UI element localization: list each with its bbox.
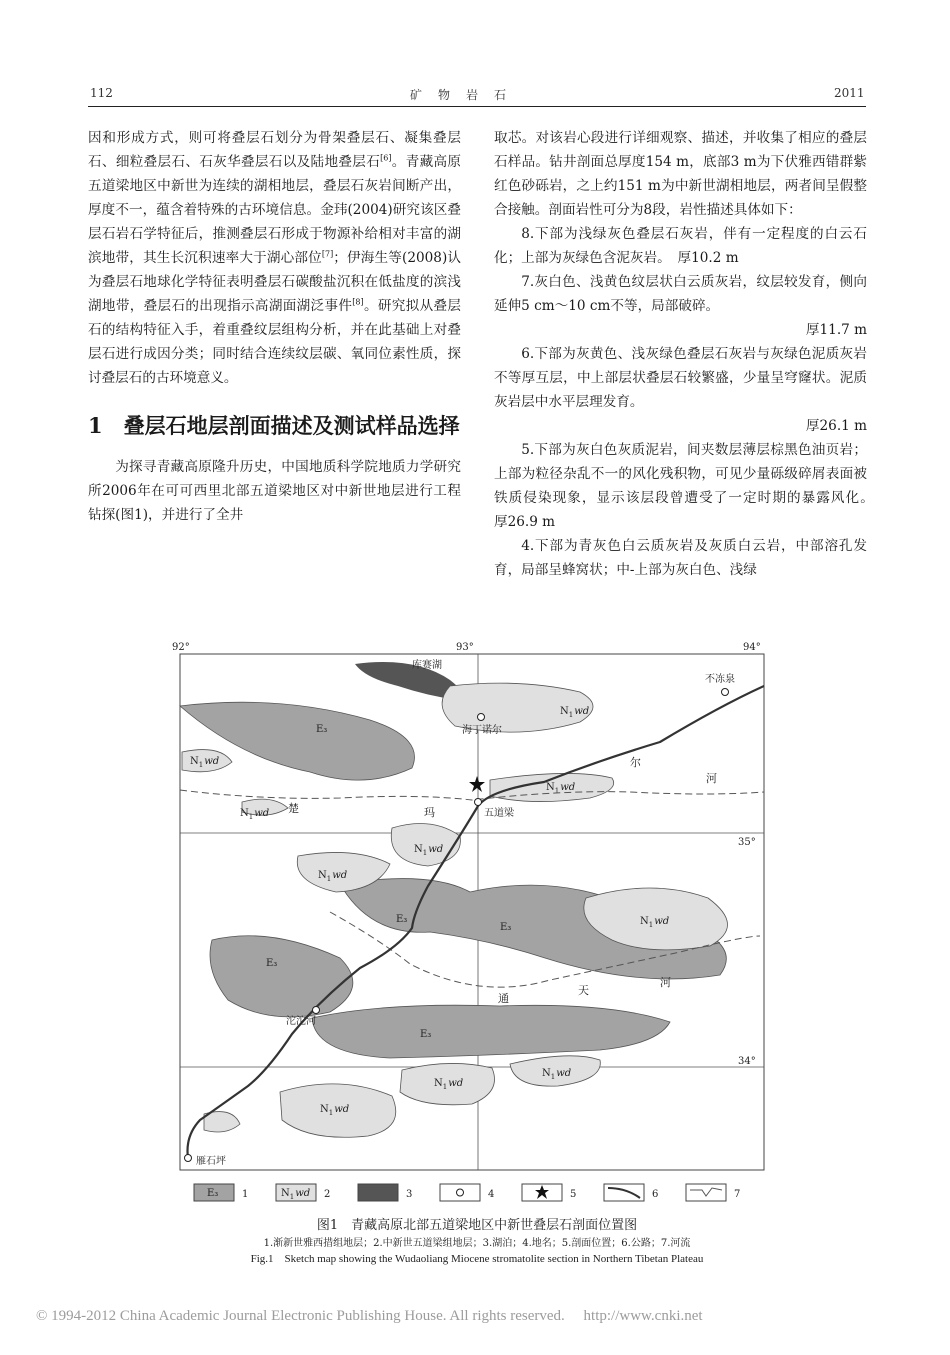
- river-char-ma: 玛: [424, 806, 435, 819]
- river-char-chu: 楚: [288, 802, 299, 815]
- header-rule: [88, 106, 866, 107]
- legend-number-1: 1: [242, 1189, 249, 1200]
- citation-6[interactable]: [6]: [380, 153, 392, 163]
- unit-label-e3-central-w: E₃: [396, 914, 408, 925]
- location-map: $N_1wd$ 92° 93° 94° 35° 34° 库赛湖 E₃ E₃ E₃ E₃ E₃ 楚 玛 尔 河 通 天 河 海丁诺尔 不冻泉 五道梁 沱沱河 雁石坪 E₃ 1 2 3 4 5 6 7: [160, 640, 770, 1212]
- core-paragraph: 取芯。对该岩心段进行详细观察、描述，并收集了相应的叠层石样品。钻井剖面总厚度154 m，底部3 m为下伏雅西错群紫红色砂砾岩，之上约151 m为中新世湖相地层，两者间呈假整合接触。剖面岩性可分为8段，岩性描述具体如下：: [494, 130, 867, 218]
- lon-label-93: 93°: [456, 642, 474, 653]
- river-char-tong: 通: [498, 992, 509, 1005]
- unit-8-description: 8.下部为浅绿灰色叠层石灰岩，伴有一定程度的白云石化；上部为灰绿色含泥灰岩。 厚10.2 m: [494, 226, 867, 266]
- legend-number-4: 4: [488, 1189, 495, 1200]
- lon-label-94: 94°: [743, 642, 761, 653]
- unit-label-e3-south: E₃: [420, 1029, 432, 1040]
- copyright-footer: © 1994-2012 China Academic Journal Electronic Publishing House. All rights reserved. http://www.cnki.net: [36, 1308, 703, 1324]
- unit-6-thickness: 厚26.1 m: [805, 418, 867, 434]
- unit-label-e3-central-e: E₃: [500, 922, 512, 933]
- intro-paragraph: [88, 126, 461, 390]
- legend-swatch-e3-label: E₃: [207, 1188, 219, 1199]
- place-marker-budongquan: [722, 689, 729, 696]
- figure-caption-cn: 图1 青藏高原北部五道梁地区中新世叠层石剖面位置图: [316, 1218, 638, 1233]
- legend-swatch-river: [686, 1184, 726, 1201]
- intro-text-b: 。青藏高原五道梁地区中新世为连续的湖相地层，叠层石灰岩间断产出，厚度不一，蕴含着特殊的古环境信息。金玮(2004)研究该区叠层石岩石学特征后，推测叠层石形成于物源补给相对丰富的湖滨地带，其生长沉积速率大于湖心部位: [88, 154, 462, 266]
- unit-label-e3-north: E₃: [316, 724, 328, 735]
- figure-caption-en: Fig.1 Sketch map showing the Wudaoliang Miocene stromatolite section in Northern Tibetan Plateau: [250, 1253, 704, 1265]
- intro-text-a: 因和形成方式，则可将叠层石划分为骨架叠层石、凝集叠层石、细粒叠层石、石灰华叠层石以及陆地叠层石: [88, 130, 461, 170]
- unit-label-e3-west: E₃: [266, 958, 278, 969]
- legend-number-5: 5: [570, 1189, 577, 1200]
- left-column: [88, 126, 461, 527]
- journal-name: 矿 物 岩 石: [410, 88, 509, 102]
- place-marker-haiding: [478, 714, 485, 721]
- citation-8[interactable]: [8]: [352, 297, 364, 307]
- place-label-wudaoliang: 五道梁: [484, 808, 514, 819]
- legend-swatch-lake: [358, 1184, 398, 1201]
- intro-text-c: ；伊海生等(2008)认为叠层石地球化学特征表明叠层石碳酸盐沉积在低盐度的滨浅湖地带，叠层石的出现指示高湖面湖泛事件: [88, 250, 462, 314]
- place-marker-wudaoliang: [475, 799, 482, 806]
- river-char-he2: 河: [660, 976, 671, 989]
- legend-swatch-road: [604, 1184, 644, 1201]
- place-label-yanshiping: 雁石坪: [196, 1156, 226, 1167]
- river-char-he1: 河: [706, 772, 717, 785]
- unit-7-thickness: 厚11.7 m: [805, 322, 867, 338]
- lake-label: 库赛湖: [412, 660, 442, 671]
- section-heading: 1 叠层石地层剖面描述及测试样品选择: [88, 413, 460, 438]
- place-label-budongquan: 不冻泉: [705, 674, 735, 685]
- right-column: [494, 126, 895, 582]
- place-label-tuotuohe: 沱沱河: [286, 1016, 316, 1027]
- citation-7[interactable]: [7]: [321, 249, 334, 259]
- journal-year: 2011: [834, 86, 865, 100]
- place-marker-tuotuohe: [313, 1007, 320, 1014]
- lon-label-92: 92°: [172, 642, 190, 653]
- legend-place-icon: [457, 1189, 464, 1196]
- lat-label-35: 35°: [738, 837, 756, 848]
- legend-number-6: 6: [652, 1189, 659, 1200]
- page-number: 112: [90, 86, 113, 100]
- unit-5-description: 5.下部为灰白色灰质泥岩，间夹数层薄层棕黑色油页岩；上部为粒径杂乱不一的风化残积物，可见少量砾级碎屑表面被铁质侵染现象，显示该层段曾遭受了一定时期的暴露风化。 厚26.9 m: [494, 442, 895, 530]
- unit-7-description: 7.灰白色、浅黄色纹层状白云质灰岩，纹层较发育，侧向延伸5 cm～10 cm不等，局部破碎。: [494, 274, 867, 314]
- map-legend: [194, 1184, 740, 1201]
- river-char-er: 尔: [630, 756, 641, 769]
- unit-4-description: 4.下部为青灰色白云质灰岩及灰质白云岩，中部溶孔发育，局部呈蜂窝状；中-上部为灰白色、浅绿: [494, 538, 867, 578]
- legend-number-7: 7: [734, 1189, 741, 1200]
- legend-number-2: 2: [324, 1189, 331, 1200]
- lat-label-34: 34°: [738, 1056, 756, 1067]
- place-marker-yanshiping: [185, 1155, 192, 1162]
- section-paragraph: 为探寻青藏高原隆升历史，中国地质科学院地质力学研究所2006年在可可西里北部五道梁地区对中新世地层进行工程钻探(图1)，并进行了全井: [88, 459, 461, 523]
- legend-number-3: 3: [406, 1189, 413, 1200]
- place-label-haiding: 海丁诺尔: [462, 725, 502, 736]
- intro-text-d: 。研究拟从叠层石的结构特征入手，着重叠纹层组构分析，并在此基础上对叠层石进行成因分类；同时结合连续纹层碳、氧同位素性质，探讨叠层石的古环境意义。: [88, 298, 462, 386]
- unit-6-description: 6.下部为灰黄色、浅灰绿色叠层石灰岩与灰绿色泥质灰岩不等厚互层，中上部层状叠层石较繁盛，少量呈穹窿状。泥质灰岩层中水平层理发育。: [494, 346, 867, 410]
- figure-legend-cn: 1.渐新世雅西措组地层；2.中新世五道梁组地层；3.湖泊；4.地名；5.剖面位置；6.公路；7.河流: [263, 1238, 691, 1249]
- river-char-tian: 天: [578, 984, 589, 997]
